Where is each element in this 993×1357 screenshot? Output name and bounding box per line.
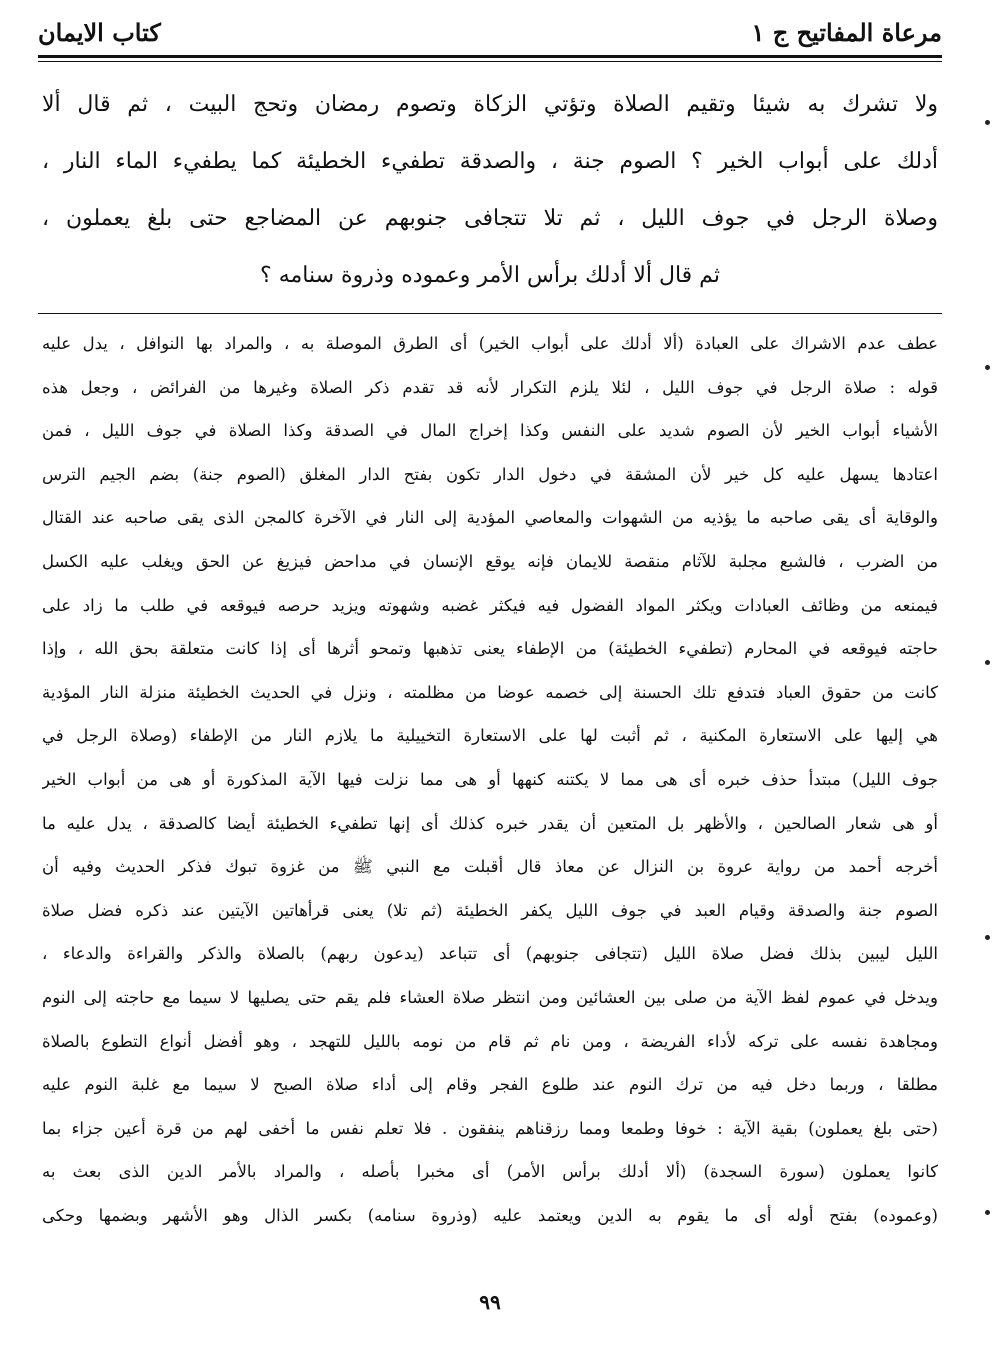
commentary-line: الأشياء أبواب الخير لأن الصوم شديد على النفس وكذا إخراج المال في الصدقة وكذا الصلاة في جوف الليل ، فمن bbox=[42, 421, 938, 441]
commentary-line: فيمنعه من وظائف العبادات ويكثر المواد الفضول فيه فيكثر غضبه وشهوته ويزيد حرصه فيوقعه في طلب ما زاد على bbox=[42, 595, 938, 615]
commentary-text bbox=[42, 322, 938, 1237]
commentary-line: الصوم جنة والصدقة وقيام العبد في جوف الليل يكفر الخطيئة (ثم تلا) يعنى قرأهاتين الآيتين عند ذكره فضل صلاة bbox=[42, 900, 938, 920]
section-divider bbox=[38, 313, 942, 314]
hadith-line: أدلك على أبواب الخير ؟ الصوم جنة ، والصدقة تطفيء الخطيئة كما يطفيء الماء النار ، bbox=[42, 149, 938, 174]
commentary-line: هي إليها على الاستعارة المكنية ، ثم أثبت لها على الاستعارة التخييلية ما يلازم النار من الإطفاء (وصلاة الرجل في bbox=[42, 726, 938, 746]
commentary-line: عطف عدم الاشراك على العبادة (ألا أدلك على أبواب الخير) أى الطرق الموصلة به ، والمراد بها النوافل ، يدل عليه bbox=[42, 334, 938, 353]
margin-dot bbox=[985, 660, 990, 665]
chapter-title: كتاب الايمان bbox=[38, 17, 161, 47]
hadith-text bbox=[42, 76, 938, 304]
commentary-line: قوله : صلاة الرجل في جوف الليل ، لئلا يلزم التكرار لأنه قد تقدم ذكر الصلاة وغيرها من الفرائض ، وجعل هذه bbox=[42, 377, 938, 397]
commentary-line: ويدخل في عموم لفظ الآية من صلى بين العشائين ومن انتظر صلاة العشاء فلم يقم حتى يصليها لا سيما مع حاجته إلى النوم bbox=[42, 987, 938, 1007]
margin-dot bbox=[985, 1210, 990, 1215]
running-header bbox=[38, 12, 942, 52]
commentary-line: الليل ليبين بذلك فضل صلاة الليل (تتجافى جنوبهم) أى تتباعد (يدعون ربهم) بالصلاة والذكر والقراءة والدعاء ، bbox=[42, 944, 938, 964]
hadith-line: وصلاة الرجل في جوف الليل ، ثم تلا تتجافى جنوبهم عن المضاجع حتى بلغ يعملون ، bbox=[42, 206, 938, 231]
commentary-line: ومجاهدة نفسه على تركه لأداء الفريضة ، ومن نام ثم قام من نومه بالليل للتهجد ، وهو أفضل أنواع التطوع بالصلاة bbox=[42, 1031, 938, 1051]
commentary-line: أخرجه أحمد من رواية عروة بن النزال عن معاذ قال أقبلت مع النبي ﷺ من غزوة تبوك فذكر الحديث وفيه أن bbox=[42, 857, 938, 877]
margin-dot bbox=[985, 120, 990, 125]
hadith-line: ثم قال ألا أدلك برأس الأمر وعموده وذروة سنامه ؟ bbox=[260, 263, 720, 288]
commentary-line: كانت من حقوق العباد فتدفع تلك الحسنة إلى خصمه عوضا من مظلمته ، ونزل في الحديث الخطيئة منزلة النار المؤدية bbox=[42, 682, 938, 702]
commentary-line: حاجته فيوقعه في المحارم (تطفيء الخطيئة) من الإطفاء يعنى تذهبها وتمحو أثرها أى إذا كانت متعلقة بحق الله ، وإذا bbox=[42, 639, 938, 659]
commentary-line: (حتى بلغ يعملون) بقية الآية : خوفا وطمعا ومما رزقناهم ينفقون . فلا تعلم نفس ما أخفى لهم من قرة أعين جزاء بما bbox=[42, 1118, 938, 1138]
hadith-line: ولا تشرك به شيئا وتقيم الصلاة وتؤتي الزكاة وتصوم رمضان وتحج البيت ، ثم قال ألا bbox=[42, 92, 938, 117]
margin-dot bbox=[985, 935, 990, 940]
book-page bbox=[38, 0, 942, 1357]
commentary-line: من الضرب ، فالشبع مجلبة للآثام منقصة للايمان فإنه يوقع الإنسان في مداحض فيزيغ عن الحق ويغلب عليه الكسل bbox=[42, 551, 938, 571]
header-rule-thick bbox=[38, 55, 942, 58]
page-number: ٩٩ bbox=[479, 1290, 501, 1314]
commentary-line: والوقاية أى يقى صاحبه ما يؤذيه من الشهوات والمعاصي المؤدية إلى النار في الآخرة كالمجن الذى يقى صاحبه عند القتال bbox=[42, 508, 938, 528]
margin-dot bbox=[985, 365, 990, 370]
commentary-line: (وعموده) بفتح أوله أى ما يقوم به الدين ويعتمد عليه (وذروة سنامه) بكسر الذال وهو الأشهر وبضمها وحكى bbox=[42, 1205, 938, 1225]
commentary-line: اعتادها يسهل عليه كل خير لأن المشقة في دخول الدار تكون بفتح الدار المغلق (الصوم جنة) بضم الجيم الترس bbox=[42, 464, 938, 484]
book-title: مرعاة المفاتيح ج ١ bbox=[751, 17, 942, 47]
header-rule-thin bbox=[38, 61, 942, 62]
commentary-line: أو هى شعار الصالحين ، والأظهر بل المتعين أن يقدر خبره كذلك أى إنها تطفيء الخطيئة أيضا كالصدقة ، يدل عليه ما bbox=[42, 813, 938, 833]
commentary-line: كانوا يعملون (سورة السجدة) (ألا أدلك برأس الأمر) أى مخبرا بأصله ، والمراد بالأمر الدين الذى بعث به bbox=[42, 1162, 938, 1182]
commentary-line: جوف الليل) مبتدأ حذف خبره أى هى مما لا يكتنه كنهها أو هى مما نزلت فيها الآية المذكورة أو هى من أبواب الخير bbox=[42, 769, 938, 789]
commentary-line: مطلقا ، وربما دخل فيه من ترك النوم عند طلوع الفجر وقام إلى أداء صلاة الصبح لا سيما مع غلبة النوم عليه bbox=[42, 1075, 938, 1095]
